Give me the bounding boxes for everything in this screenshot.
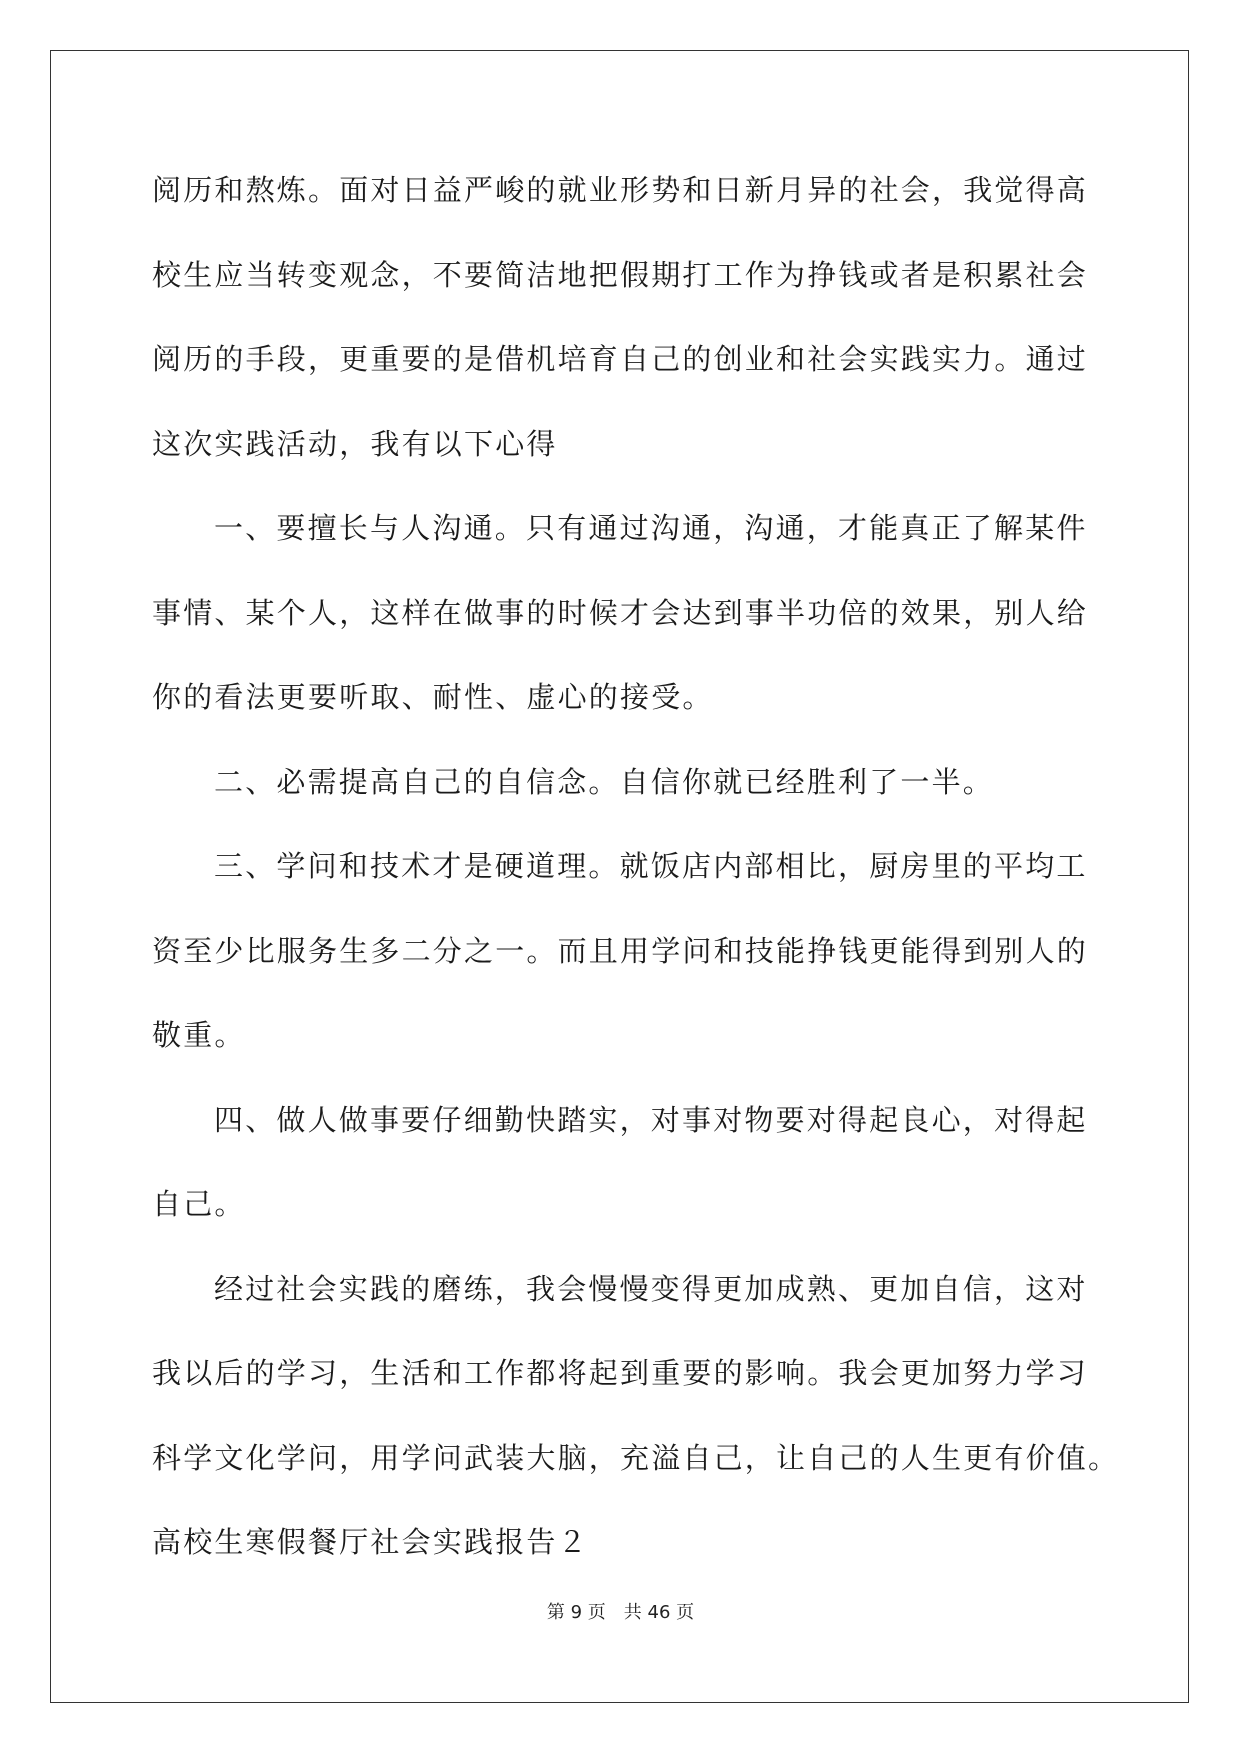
document-body [152,162,1120,1599]
paragraph-conclusion-start: 经过社会实践的磨练，我会慢慢变得更加成熟、更加自信，这对 [214,1271,1088,1306]
text-line: 事情、某个人，这样在做事的时候才会达到事半功倍的效果，别人给 [152,595,1089,630]
paragraph-point-1-start: 一、要擅长与人沟通。只有通过沟通，沟通，才能真正了解某件 [214,511,1088,545]
text-line: 你的看法更要听取、耐性、虚心的接受。 [152,680,714,714]
text-line: 阅历的手段，更重要的是借机培育自己的创业和社会实践实力。通过 [152,342,1089,376]
text-line: 校生应当转变观念，不要简洁地把假期打工作为挣钱或者是积累社会 [152,257,1089,292]
total-pages: 共 46 页 [623,1602,695,1623]
section-heading: 高校生寒假餐厅社会实践报告２ [152,1525,589,1559]
text-line: 阅历和熬炼。面对日益严峻的就业形势和日新月异的社会，我觉得高 [152,173,1089,207]
text-line: 自己。 [152,1187,246,1221]
paragraph-point-4-start: 四、做人做事要仔细勤快踏实，对事对物要对得起良心，对得起 [214,1102,1088,1137]
text-line: 这次实践活动，我有以下心得 [152,426,558,461]
text-line: 敬重。 [152,1018,246,1052]
paragraph-point-2: 二、必需提高自己的自信念。自信你就已经胜利了一半。 [214,764,995,799]
text-line: 我以后的学习，生活和工作都将起到重要的影响。我会更加努力学习 [152,1356,1089,1390]
text-line: 科学文化学问，用学问武装大脑，充溢自己，让自己的人生更有价值。 [152,1440,1120,1475]
page-footer [0,1598,1241,1624]
page-number: 第 9 页 [546,1602,606,1623]
paragraph-point-3-start: 三、学问和技术才是硬道理。就饭店内部相比，厨房里的平均工 [214,849,1088,883]
text-line: 资至少比服务生多二分之一。而且用学问和技能挣钱更能得到别人的 [152,933,1089,968]
